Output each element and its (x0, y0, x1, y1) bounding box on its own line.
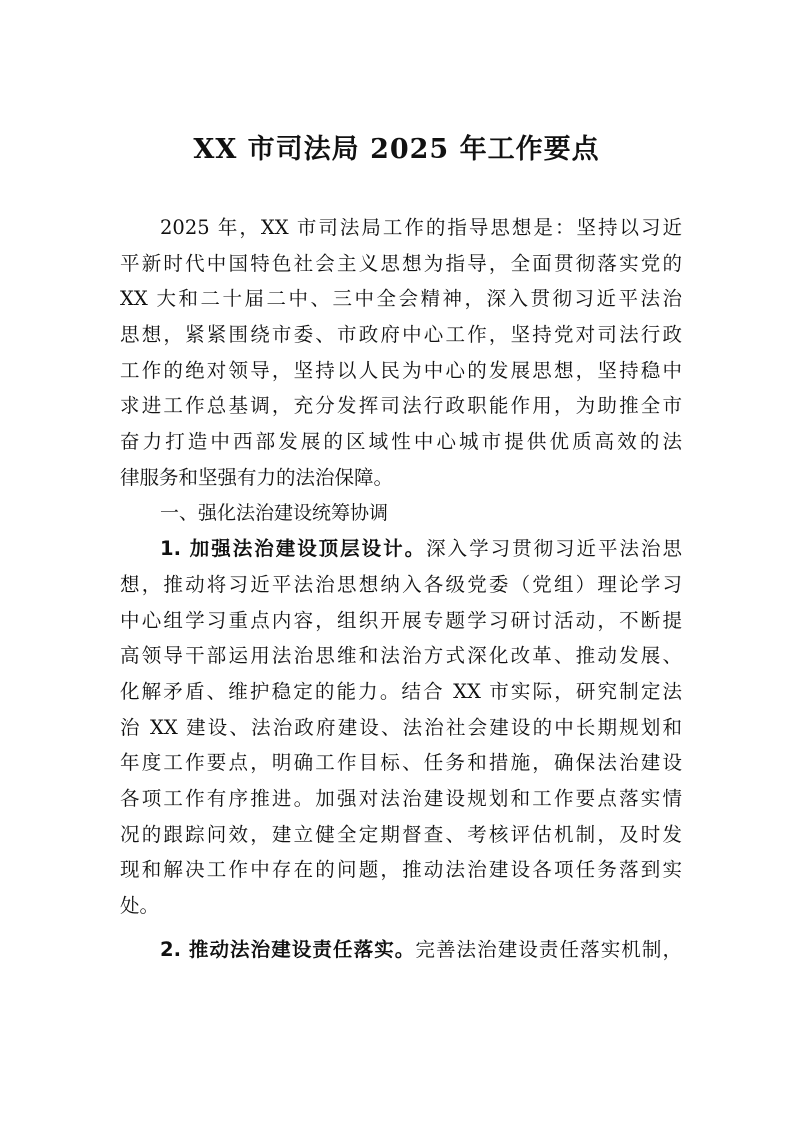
text-line: 年度工作要点，明确工作目标、任务和措施，确保法治建设 (120, 751, 682, 775)
text-line: 思想，紧紧围绕市委、市政府中心工作，坚持党对司法行政 (120, 323, 682, 347)
text-line: 奋力打造中西部发展的区域性中心城市提供优质高效的法 (120, 430, 682, 454)
text-line (120, 932, 682, 968)
item-2-paragraph (120, 932, 682, 968)
document-body (120, 210, 682, 967)
section-heading: 一、强化法治建设统筹协调 (160, 501, 389, 524)
document-title: XX 市司法局 2025 年工作要点 (193, 134, 600, 165)
text-line: 各项工作有序推进。加强对法治建设规划和工作要点落实情 (120, 787, 682, 810)
text-line: 2025 年，XX 市司法局工作的指导思想是：坚持以习近 (160, 216, 682, 239)
text-line: 况的跟踪问效，建立健全定期督查、考核评估机制，及时发 (120, 822, 682, 846)
text-line: 处。 (120, 894, 160, 918)
text-line: XX 大和二十届二中、三中全会精神，深入贯彻习近平法治 (120, 287, 682, 311)
item-2-first-line: 完善法治建设责任落实机制， (415, 937, 682, 961)
intro-paragraph (120, 210, 682, 496)
text-line: 化解矛盾、维护稳定的能力。结合 XX 市实际，研究制定法 (120, 679, 682, 703)
item-1-paragraph (120, 531, 682, 924)
text-line: 想，推动将习近平法治思想纳入各级党委（党组）理论学习 (120, 572, 682, 596)
item-1-lead: 1. 加强法治建设顶层设计。 (160, 537, 427, 561)
item-1-first-line: 深入学习贯彻习近平法治思 (426, 537, 682, 561)
item-2-lead: 2. 推动法治建设责任落实。 (160, 937, 416, 961)
text-line: 平新时代中国特色社会主义思想为指导，全面贯彻落实党的 (120, 251, 682, 275)
text-line: 求进工作总基调，充分发挥司法行政职能作用，为助推全市 (120, 394, 682, 418)
text-line: 高领导干部运用法治思维和法治方式深化改革、推动发展、 (120, 644, 682, 668)
text-line: 中心组学习重点内容，组织开展专题学习研讨活动，不断提 (120, 608, 682, 632)
text-line (120, 531, 682, 567)
text-line: 治 XX 建设、法治政府建设、法治社会建设的中长期规划和 (120, 715, 682, 739)
text-line: 工作的绝对领导，坚持以人民为中心的发展思想，坚持稳中 (120, 358, 682, 382)
text-line: 律服务和坚强有力的法治保障。 (120, 465, 394, 489)
text-line: 现和解决工作中存在的问题，推动法治建设各项任务落到实 (120, 858, 682, 882)
paragraph-spacer (120, 924, 682, 932)
